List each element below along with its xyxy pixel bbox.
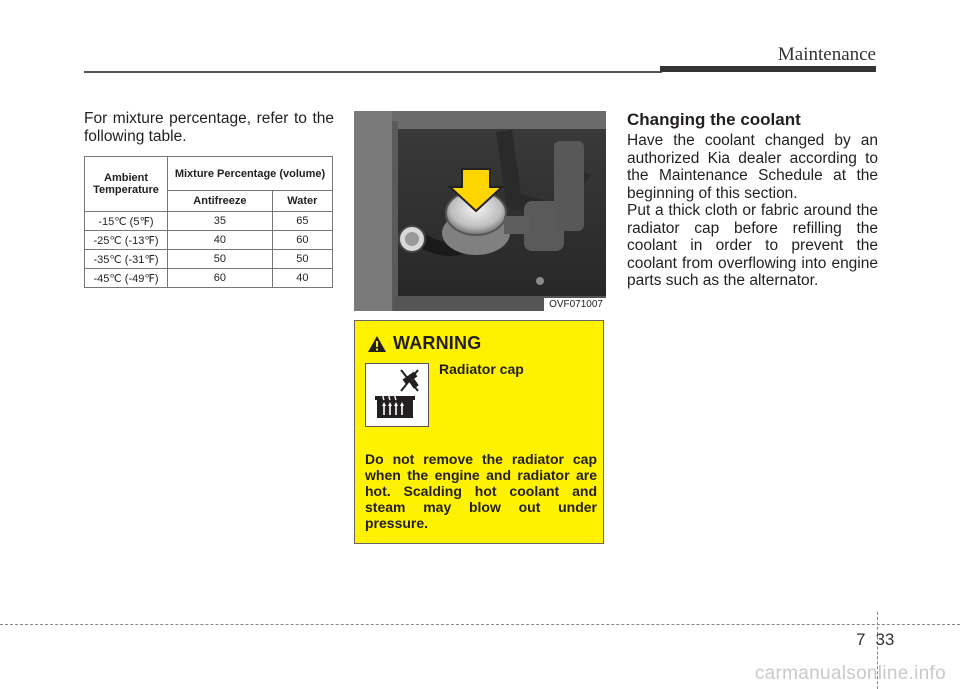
warning-triangle-icon: [367, 335, 387, 353]
cell-temperature: -45℃ (-49℉): [85, 269, 168, 288]
figure-code: OVF071007: [544, 298, 606, 311]
warning-header: [367, 333, 481, 354]
header-rule-accent: [660, 66, 876, 72]
mixture-table: [84, 156, 333, 288]
section-title: Maintenance: [777, 44, 876, 65]
cell-antifreeze: 40: [168, 231, 273, 250]
cell-water: 50: [272, 250, 332, 269]
warning-box: [354, 320, 604, 544]
watermark: carmanualsonline.info: [754, 663, 946, 684]
table-row: [85, 269, 333, 288]
footer-rule: [0, 624, 960, 625]
warning-text: Do not remove the radiator cap when the engine and radiator are hot. Scalding hot coolant and steam may blow out under pressure.: [365, 451, 597, 531]
cell-temperature: -15℃ (5℉): [85, 212, 168, 231]
page-number-value: 33: [875, 630, 895, 649]
section-heading: Changing the coolant: [627, 110, 801, 129]
table-row: [85, 212, 333, 231]
paragraph: Have the coolant changed by an authorized Kia dealer according to the Maintenance Schedule at the beginning of this section.: [627, 132, 878, 202]
cell-antifreeze: 35: [168, 212, 273, 231]
cell-temperature: -35℃ (-31℉): [85, 250, 168, 269]
cell-water: 60: [272, 231, 332, 250]
radiator-cap-photo: [354, 111, 606, 311]
intro-text: For mixture percentage, refer to the following table.: [84, 110, 334, 145]
paragraph: Put a thick cloth or fabric around the radiator cap before refilling the coolant in order to prevent the coolant from overflowing into engine parts such as the alternator.: [627, 202, 878, 289]
cell-antifreeze: 60: [168, 269, 273, 288]
warning-title: WARNING: [393, 333, 482, 353]
cell-antifreeze: 50: [168, 250, 273, 269]
table-row: [85, 231, 333, 250]
cell-temperature: -25℃ (-13℉): [85, 231, 168, 250]
hot-radiator-icon: [365, 363, 429, 427]
col-header-water: Water: [272, 191, 332, 212]
cell-water: 65: [272, 212, 332, 231]
col-header-mixture: Mixture Percentage (volume): [168, 157, 333, 191]
table-row: [85, 250, 333, 269]
warning-subtitle: Radiator cap: [439, 361, 524, 377]
header-rule: [84, 71, 662, 73]
chapter-number: 7: [856, 630, 866, 649]
page-number: [856, 630, 894, 650]
engine-bay-illustration: [354, 111, 606, 311]
col-header-temperature: Ambient Temperature: [85, 157, 168, 212]
cell-water: 40: [272, 269, 332, 288]
col-header-antifreeze: Antifreeze: [168, 191, 273, 212]
